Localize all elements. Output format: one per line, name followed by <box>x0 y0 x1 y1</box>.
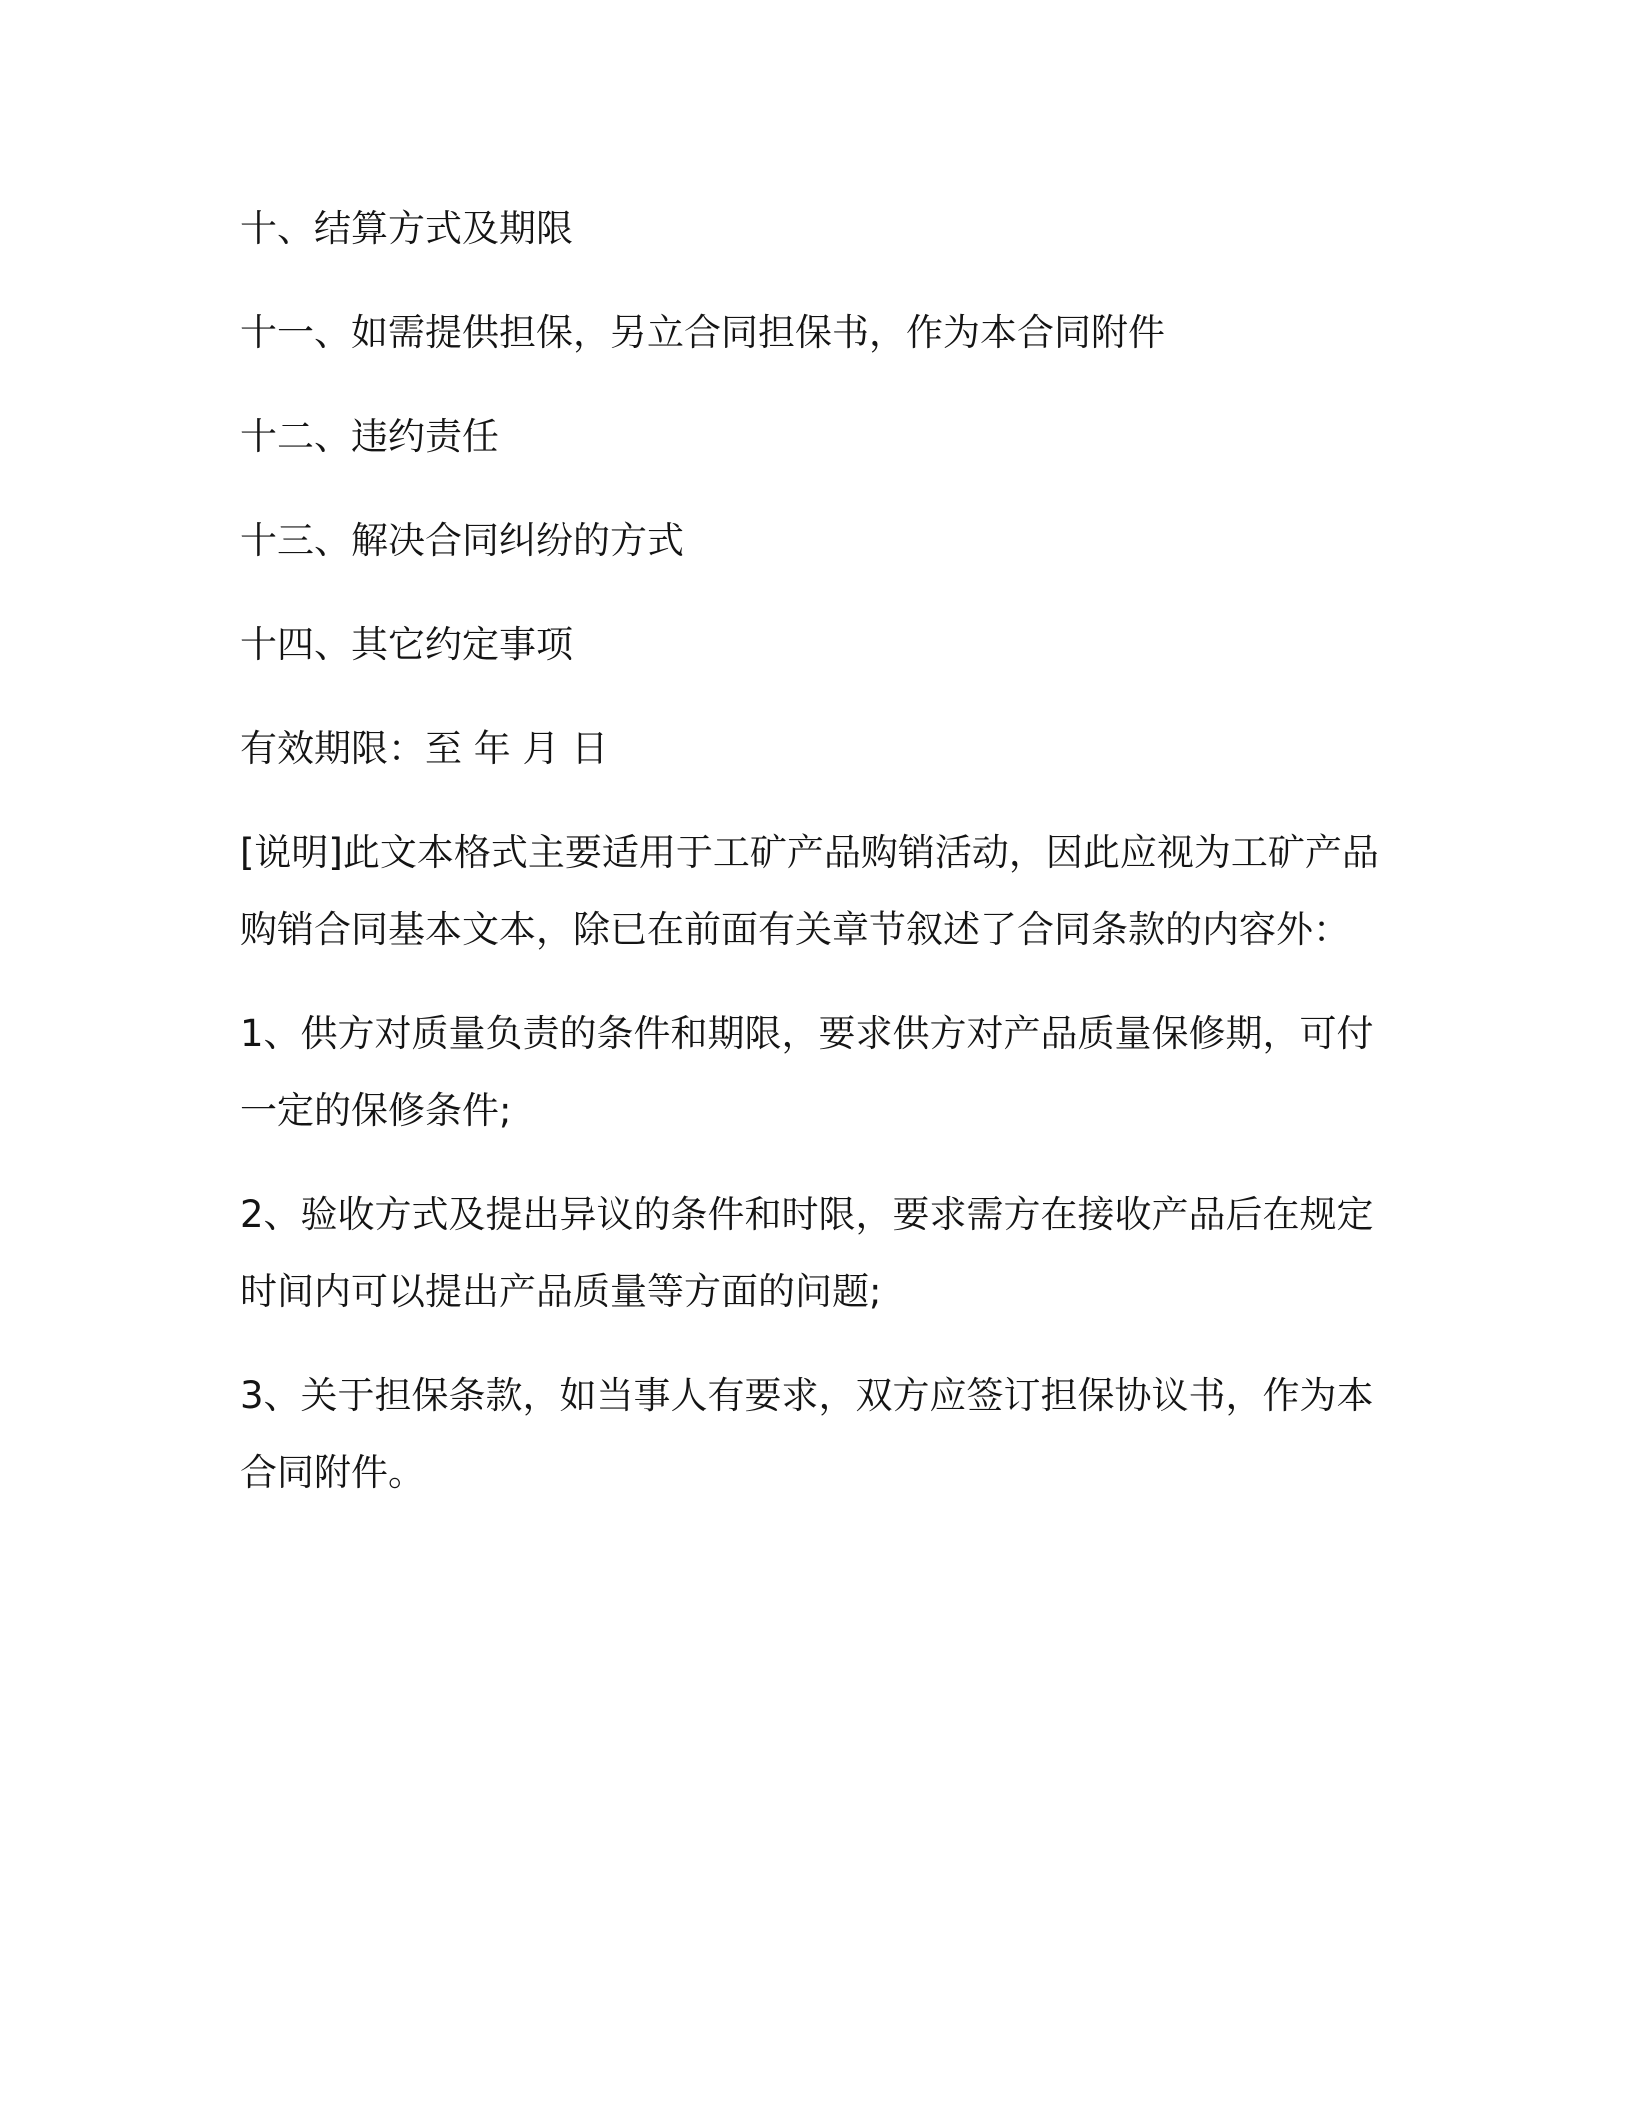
note-item-1: 1、供方对质量负责的条件和期限，要求供方对产品质量保修期，可付 一定的保修条件; <box>240 1012 1374 1132</box>
explanatory-note: [说明]此文本格式主要适用于工矿产品购销活动，因此应视为工矿产品 购销合同基本文本，除已在前面有关章节叙述了合同条款的内容外： <box>240 831 1379 951</box>
clause-12: 十二、违约责任 <box>240 415 499 458</box>
document-body <box>240 190 1390 1538</box>
clause-14: 十四、其它约定事项 <box>240 623 573 666</box>
clause-11: 十一、如需提供担保，另立合同担保书，作为本合同附件 <box>240 311 1165 354</box>
clause-13: 十三、解决合同纠纷的方式 <box>240 519 684 562</box>
note-item-2: 2、验收方式及提出异议的条件和时限，要求需方在接收产品后在规定 时间内可以提出产品质量等方面的问题; <box>240 1193 1374 1313</box>
clause-10: 十、结算方式及期限 <box>240 207 573 250</box>
note-item-3: 3、关于担保条款，如当事人有要求，双方应签订担保协议书，作为本 合同附件。 <box>240 1374 1374 1494</box>
validity-period: 有效期限：至 年 月 日 <box>240 727 609 770</box>
